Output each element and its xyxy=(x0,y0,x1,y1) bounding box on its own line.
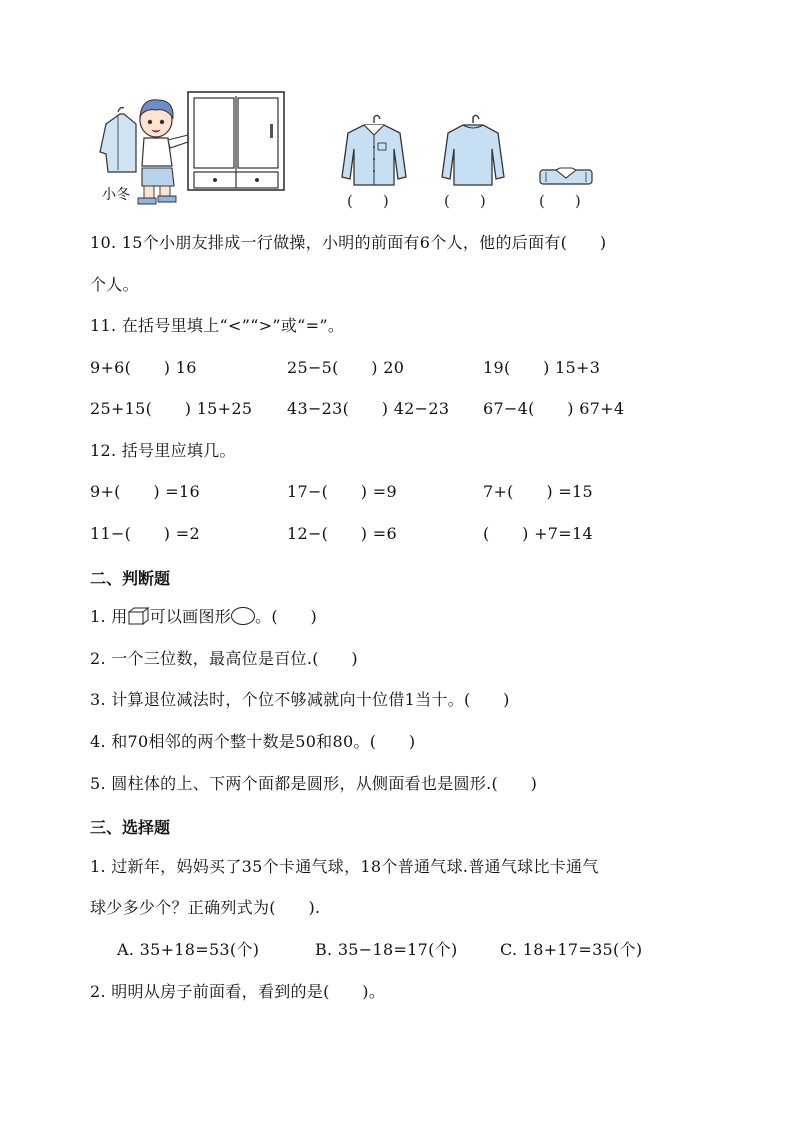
section2-heading: 二、判断题 xyxy=(90,569,171,588)
s3-q1-option-c[interactable]: C. 18+17=35(个) xyxy=(500,940,643,959)
answer-paren-2[interactable]: ( ) xyxy=(444,192,486,210)
s3-q1-line1: 1. 过新年，妈妈买了35个卡通气球，18个普通气球.普通气球比卡通气 xyxy=(90,857,599,876)
q12-item: 9+( ) =16 xyxy=(90,482,200,501)
q11-item: 9+6( ) 16 xyxy=(90,358,197,377)
q11-item: 25−5( ) 20 xyxy=(287,358,405,377)
q12-item: ( ) +7=14 xyxy=(483,524,593,543)
oval-shape-icon xyxy=(231,607,255,625)
s3-q1-option-a[interactable]: A. 35+18=53(个) xyxy=(117,940,260,959)
s2-q1 xyxy=(90,607,317,627)
s2-q1-middle: 可以画图形 xyxy=(149,607,232,626)
q12-title: 12. 括号里应填几。 xyxy=(90,441,236,460)
section3-heading: 三、选择题 xyxy=(90,818,171,837)
q12-item: 12−( ) =6 xyxy=(287,524,397,543)
folded-shirt-icon xyxy=(538,164,594,188)
cube-icon xyxy=(128,607,150,625)
s2-q4: 4. 和70相邻的两个整十数是50和80。( ) xyxy=(90,732,416,751)
s3-q2: 2. 明明从房子前面看，看到的是( )。 xyxy=(90,982,386,1001)
q11-item: 43−23( ) 42−23 xyxy=(287,399,450,418)
q10-line2: 个人。 xyxy=(90,275,139,294)
shirt-back-icon xyxy=(440,115,506,187)
s2-q2: 2. 一个三位数，最高位是百位.( ) xyxy=(90,649,358,668)
s3-q1-option-b[interactable]: B. 35−18=17(个) xyxy=(315,940,458,959)
s2-q1-before: 1. 用 xyxy=(90,607,128,626)
q11-item: 19( ) 15+3 xyxy=(483,358,601,377)
s2-q1-after: 。( ) xyxy=(255,607,318,626)
wardrobe-icon xyxy=(186,90,286,192)
q12-item: 11−( ) =2 xyxy=(90,524,200,543)
q11-title: 11. 在括号里填上“<”“>”或“=”。 xyxy=(90,316,345,335)
q10-line1: 10. 15个小朋友排成一行做操，小明的前面有6个人，他的后面有( ) xyxy=(90,233,607,252)
character-name: 小冬 xyxy=(102,187,130,203)
s2-q5: 5. 圆柱体的上、下两个面都是圆形，从侧面看也是圆形.( ) xyxy=(90,774,538,793)
shirt-front-icon xyxy=(340,115,408,187)
s3-q1-line2: 球少多少个？正确列式为( ). xyxy=(90,898,321,917)
answer-paren-1[interactable]: ( ) xyxy=(347,192,389,210)
q11-item: 25+15( ) 15+25 xyxy=(90,399,253,418)
q11-item: 67−4( ) 67+4 xyxy=(483,399,625,418)
q12-item: 17−( ) =9 xyxy=(287,482,397,501)
q12-item: 7+( ) =15 xyxy=(483,482,593,501)
answer-paren-3[interactable]: ( ) xyxy=(539,192,581,210)
s2-q3: 3. 计算退位减法时，个位不够减就向十位借1当十。( ) xyxy=(90,690,510,709)
